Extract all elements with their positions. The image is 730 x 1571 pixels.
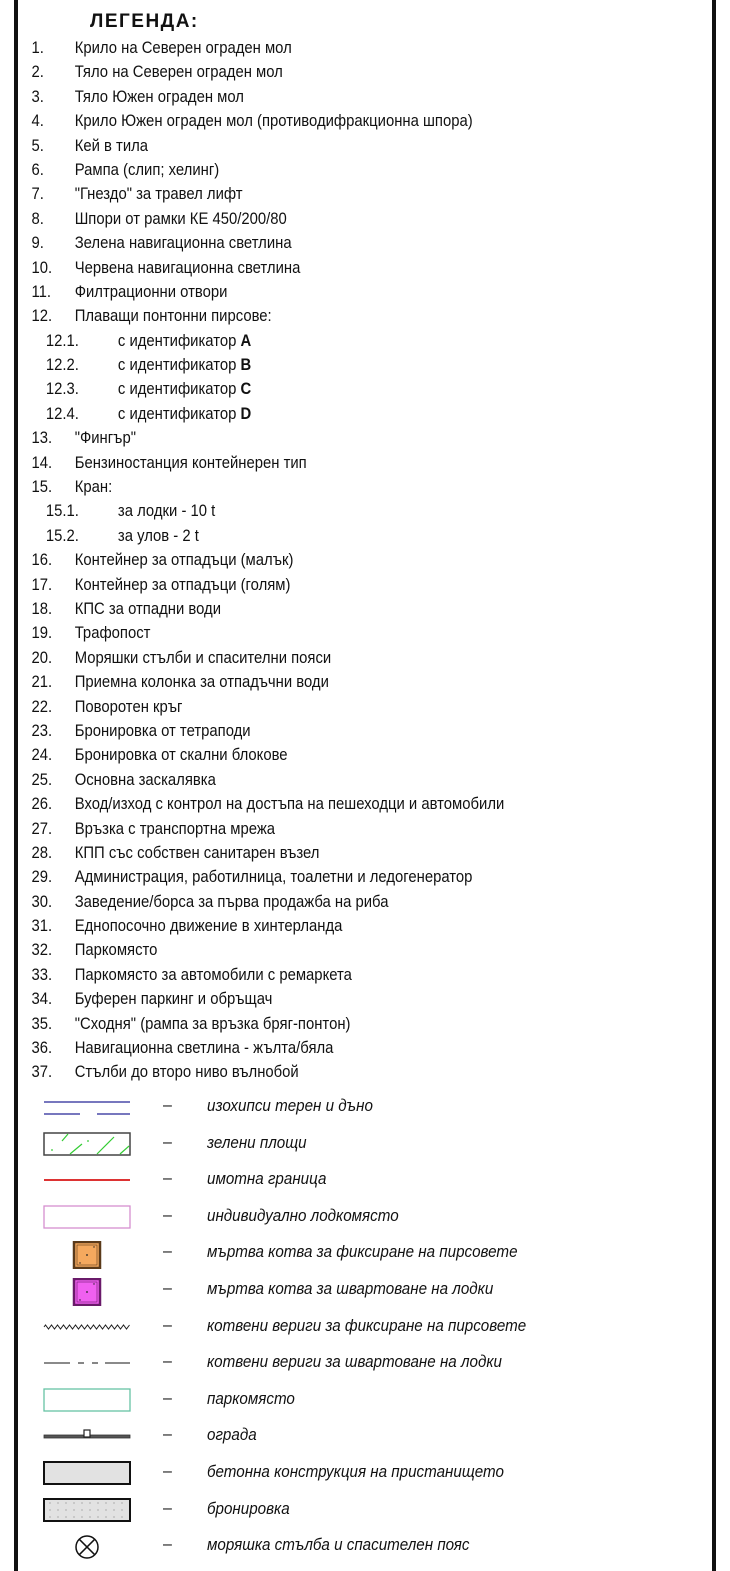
legend-item-text xyxy=(75,207,287,231)
legend-item-text xyxy=(75,768,216,792)
legend-item-number: 37. xyxy=(31,1063,53,1082)
legend-item-text xyxy=(75,573,291,597)
legend-item-text xyxy=(75,743,288,767)
legend-item xyxy=(0,865,630,889)
symbol-row xyxy=(0,1309,700,1346)
dash-separator: – xyxy=(163,1316,172,1334)
legend-item-text xyxy=(75,670,329,694)
symbol-row xyxy=(0,1528,700,1565)
legend-item xyxy=(0,231,630,255)
symbol-row xyxy=(0,1126,700,1163)
legend-item-number: 34. xyxy=(31,990,53,1009)
legend-item xyxy=(0,134,630,158)
legend-item-text xyxy=(75,597,221,621)
legend-item-number: 9. xyxy=(31,234,44,253)
symbol-row xyxy=(0,1235,700,1272)
legend-item-text xyxy=(75,231,292,255)
legend-item-number: 19. xyxy=(31,624,53,643)
legend-item-text xyxy=(75,426,136,450)
symbol-row xyxy=(0,1492,700,1529)
identifier-letter: C xyxy=(240,380,252,399)
legend-item xyxy=(0,207,630,231)
legend-item xyxy=(0,646,630,670)
legend-item-label: Връзка с транспортна мрежа xyxy=(74,819,276,838)
contour-lines-icon xyxy=(42,1095,132,1119)
legend-item xyxy=(0,1036,630,1060)
legend-item-number: 29. xyxy=(31,868,53,887)
symbol-description: мъртва котва за фиксиране на пирсовете xyxy=(207,1243,518,1262)
legend-item-text xyxy=(75,304,272,328)
legend-item-label: Еднопосочно движение в хинтерланда xyxy=(74,917,343,936)
legend-item-number: 27. xyxy=(31,819,53,838)
legend-item xyxy=(0,817,630,841)
symbol-description: котвени вериги за швартоване на лодки xyxy=(207,1353,502,1372)
symbol-description: котвени вериги за фиксиране на пирсовете xyxy=(207,1316,527,1335)
legend-item-label: Администрация, работилница, тоалетни и ледогенератор xyxy=(74,868,473,887)
legend-item-label: с идентификатор xyxy=(117,380,241,399)
legend-item xyxy=(0,256,630,280)
ladder-lifebuoy-icon xyxy=(42,1534,132,1558)
dash-separator: – xyxy=(163,1206,172,1224)
legend-item-label: Тяло Южен ограден мол xyxy=(74,87,244,106)
legend-item xyxy=(0,841,630,865)
legend-item-text xyxy=(75,841,320,865)
legend-item-number: 26. xyxy=(31,795,53,814)
legend-subitem xyxy=(0,329,630,353)
legend-item-label: Моряшки стълби и спасителни пояси xyxy=(74,648,332,667)
legend-item-number: 21. xyxy=(31,673,53,692)
legend-item-label: Паркомясто xyxy=(74,941,158,960)
legend-item-number: 22. xyxy=(31,697,53,716)
dash-separator: – xyxy=(163,1353,172,1371)
legend-item-text xyxy=(75,865,473,889)
legend-item-text xyxy=(75,963,352,987)
legend-item-number: 12. xyxy=(31,307,53,326)
legend-item-number: 8. xyxy=(31,209,44,228)
symbol-row xyxy=(0,1199,700,1236)
legend-item-label: Тяло на Северен ограден мол xyxy=(74,63,283,82)
legend-item-text xyxy=(75,85,244,109)
legend-item-label: Вход/изход с контрол на достъпа на пешеходци и автомобили xyxy=(74,795,505,814)
legend-item-label: Заведение/борса за първа продажба на риба xyxy=(74,892,389,911)
legend-title: ЛЕГЕНДА: xyxy=(90,11,199,32)
legend-item-text xyxy=(75,890,389,914)
legend-item-number: 11. xyxy=(31,282,52,301)
legend-item xyxy=(0,475,630,499)
legend-item xyxy=(0,451,630,475)
legend-item xyxy=(0,621,630,645)
legend-item-number: 15.1. xyxy=(45,502,79,521)
legend-item-label: Поворотен кръг xyxy=(74,697,183,716)
legend-item-text xyxy=(75,475,113,499)
legend-item xyxy=(0,36,630,60)
dash-separator: – xyxy=(163,1426,172,1444)
legend-item-number: 12.2. xyxy=(45,356,79,375)
legend-item-text xyxy=(75,182,243,206)
dash-separator: – xyxy=(163,1243,172,1261)
legend-item xyxy=(0,573,630,597)
legend-item-number: 25. xyxy=(31,770,53,789)
legend-item-text xyxy=(75,914,343,938)
legend-item-label: с идентификатор xyxy=(117,356,241,375)
symbol-description: бронировка xyxy=(207,1499,290,1518)
legend-subitem xyxy=(0,377,630,401)
legend-item-label: за улов - 2 t xyxy=(117,526,199,545)
dead-anchor-pier-icon xyxy=(42,1241,132,1265)
legend-item xyxy=(0,280,630,304)
legend-item-number: 12.1. xyxy=(45,331,79,350)
legend-item xyxy=(0,987,630,1011)
legend-item-number: 10. xyxy=(31,258,53,277)
symbol-row xyxy=(0,1089,700,1126)
legend-item-text xyxy=(118,329,251,353)
symbol-legend xyxy=(0,1089,700,1565)
legend-item-label: Бронировка от скални блокове xyxy=(74,746,288,765)
symbol-row xyxy=(0,1162,700,1199)
legend-item xyxy=(0,719,630,743)
anchor-chain-boat-icon xyxy=(42,1351,132,1375)
dash-separator: – xyxy=(163,1462,172,1480)
dash-separator: – xyxy=(163,1389,172,1407)
legend-item xyxy=(0,109,630,133)
legend-item-number: 3. xyxy=(31,87,44,106)
legend-item-label: "Сходня" (рампа за връзка бряг-понтон) xyxy=(74,1014,351,1033)
symbol-description: паркомясто xyxy=(207,1389,295,1408)
legend-item-number: 12.4. xyxy=(45,404,79,423)
legend-item-label: Рампа (слип; хелинг) xyxy=(74,160,220,179)
identifier-letter: A xyxy=(240,331,252,350)
legend-item xyxy=(0,743,630,767)
legend-item-number: 35. xyxy=(31,1014,53,1033)
legend-item-text xyxy=(75,109,473,133)
legend-item-label: Филтрационни отвори xyxy=(74,282,228,301)
legend-item-text xyxy=(75,60,283,84)
dead-anchor-boat-icon xyxy=(42,1278,132,1302)
legend-item xyxy=(0,158,630,182)
legend-item-label: Бензиностанция контейнерен тип xyxy=(74,453,307,472)
legend-item-label: КПП със собствен санитарен възел xyxy=(74,843,320,862)
legend-subitem xyxy=(0,353,630,377)
symbol-description: имотна граница xyxy=(207,1170,327,1189)
symbol-description: зелени площи xyxy=(207,1133,307,1152)
legend-item-label: Основна заскалявка xyxy=(74,770,216,789)
dash-separator: – xyxy=(163,1536,172,1554)
legend-item-text xyxy=(75,280,228,304)
legend-item-number: 2. xyxy=(31,63,44,82)
legend-item-label: Приемна колонка за отпадъчни води xyxy=(74,673,329,692)
legend-item-label: Плаващи понтонни пирсове: xyxy=(74,307,272,326)
legend-list xyxy=(0,36,700,1085)
boat-berth-icon xyxy=(42,1205,132,1229)
legend-item-label: Крило Южен ограден мол (противодифракционна шпора) xyxy=(74,112,473,131)
legend-item-label: Стълби до второ ниво вълнобой xyxy=(74,1063,299,1082)
legend-item-number: 14. xyxy=(31,453,53,472)
legend-item-number: 15.2. xyxy=(45,526,79,545)
legend-item-number: 7. xyxy=(31,185,44,204)
legend-item-text xyxy=(118,499,215,523)
legend-item-text xyxy=(75,646,331,670)
legend-item-text xyxy=(75,792,505,816)
legend-item-text xyxy=(118,353,251,377)
legend-item-text xyxy=(118,402,251,426)
legend-item-text xyxy=(75,1012,351,1036)
legend-item xyxy=(0,597,630,621)
legend-item-number: 6. xyxy=(31,160,44,179)
legend-item-number: 17. xyxy=(31,575,53,594)
dash-separator: – xyxy=(163,1133,172,1151)
legend-item-label: за лодки - 10 t xyxy=(117,502,216,521)
legend-item-number: 28. xyxy=(31,843,53,862)
symbol-description: мъртва котва за швартоване на лодки xyxy=(207,1279,494,1298)
legend-item-text xyxy=(118,377,251,401)
symbol-description: моряшка стълба и спасителен пояс xyxy=(207,1536,470,1555)
legend-item-number: 5. xyxy=(31,136,44,155)
legend-item-label: Крило на Северен ограден мол xyxy=(74,39,292,57)
legend-item-label: с идентификатор xyxy=(117,331,241,350)
legend-item-label: Червена навигационна светлина xyxy=(74,258,301,277)
legend-item-number: 24. xyxy=(31,746,53,765)
legend-item xyxy=(0,914,630,938)
legend-item-number: 32. xyxy=(31,941,53,960)
symbol-description: бетонна конструкция на пристанището xyxy=(207,1462,504,1481)
legend-item-label: Трафопост xyxy=(74,624,151,643)
symbol-row xyxy=(0,1382,700,1419)
legend-item-label: с идентификатор xyxy=(117,404,241,423)
legend-item-label: "Фингър" xyxy=(74,429,136,448)
legend-item-text xyxy=(75,621,151,645)
legend-item xyxy=(0,670,630,694)
anchor-chain-pier-icon xyxy=(42,1315,132,1339)
legend-item-text xyxy=(75,451,307,475)
legend-item-label: "Гнездо" за травел лифт xyxy=(74,185,243,204)
legend-item-number: 13. xyxy=(31,429,53,448)
legend-item xyxy=(0,963,630,987)
green-area-icon xyxy=(42,1132,132,1156)
legend-item-number: 15. xyxy=(31,478,53,497)
symbol-row xyxy=(0,1345,700,1382)
legend-item-label: Паркомясто за автомобили с ремаркета xyxy=(74,965,352,984)
legend-item xyxy=(0,60,630,84)
symbol-description: изохипси терен и дъно xyxy=(207,1097,373,1115)
legend-item-text xyxy=(75,695,183,719)
legend-subitem xyxy=(0,524,630,548)
symbol-row xyxy=(0,1455,700,1492)
legend-item-number: 31. xyxy=(31,917,53,936)
legend-item-number: 33. xyxy=(31,965,53,984)
legend-item-number: 20. xyxy=(31,648,53,667)
legend-item-text xyxy=(75,987,273,1011)
legend-item-number: 1. xyxy=(31,39,44,57)
legend-item-text xyxy=(75,817,275,841)
legend-item-text xyxy=(75,1060,299,1084)
identifier-letter: B xyxy=(240,356,252,375)
legend-item-number: 4. xyxy=(31,112,44,131)
legend-item xyxy=(0,85,630,109)
legend-item-number: 36. xyxy=(31,1039,53,1058)
parking-space-icon xyxy=(42,1388,132,1412)
legend-item-text xyxy=(75,548,294,572)
identifier-letter: D xyxy=(240,404,252,423)
legend-item xyxy=(0,695,630,719)
dash-separator: – xyxy=(163,1170,172,1188)
legend-item-label: Навигационна светлина - жълта/бяла xyxy=(74,1039,334,1058)
dash-separator: – xyxy=(163,1499,172,1517)
symbol-row xyxy=(0,1272,700,1309)
concrete-structure-icon xyxy=(42,1461,132,1485)
legend-item-text xyxy=(75,158,219,182)
legend-item-number: 12.3. xyxy=(45,380,79,399)
legend-item xyxy=(0,890,630,914)
legend-item xyxy=(0,768,630,792)
legend-item-text xyxy=(75,938,158,962)
legend-item xyxy=(0,304,630,328)
dash-separator: – xyxy=(163,1097,172,1114)
legend-item xyxy=(0,792,630,816)
legend-item-label: КПС за отпадни води xyxy=(74,599,222,618)
legend-item xyxy=(0,426,630,450)
legend-item xyxy=(0,182,630,206)
legend-item-label: Кей в тила xyxy=(74,136,149,155)
legend-item-text xyxy=(75,36,292,60)
legend-item xyxy=(0,938,630,962)
legend-item xyxy=(0,1012,630,1036)
symbol-description: ограда xyxy=(207,1426,257,1445)
legend-item-label: Буферен паркинг и обръщач xyxy=(74,990,273,1009)
legend-item-text xyxy=(75,256,301,280)
dash-separator: – xyxy=(163,1279,172,1297)
legend-item-number: 23. xyxy=(31,721,53,740)
legend-item-label: Бронировка от тетраподи xyxy=(74,721,251,740)
legend-item-label: Кран: xyxy=(74,478,113,497)
property-boundary-icon xyxy=(42,1168,132,1192)
legend-subitem xyxy=(0,402,630,426)
legend-item-text xyxy=(75,1036,334,1060)
legend-item-label: Контейнер за отпадъци (малък) xyxy=(74,551,294,570)
legend-item-text xyxy=(118,524,199,548)
legend-item xyxy=(0,1060,630,1084)
armour-icon xyxy=(42,1498,132,1522)
legend-item-number: 30. xyxy=(31,892,53,911)
legend-item-label: Зелена навигационна светлина xyxy=(74,234,292,253)
legend-item-number: 16. xyxy=(31,551,53,570)
legend-item-label: Шпори от рамки КЕ 450/200/80 xyxy=(74,209,287,228)
legend-item-number: 18. xyxy=(31,599,53,618)
legend-item-text xyxy=(75,719,251,743)
legend-item-text xyxy=(75,134,148,158)
legend-item xyxy=(0,548,630,572)
legend-subitem xyxy=(0,499,630,523)
fence-icon xyxy=(42,1424,132,1448)
symbol-row xyxy=(0,1418,700,1455)
symbol-description: индивидуално лодкомясто xyxy=(207,1206,399,1225)
legend-item-label: Контейнер за отпадъци (голям) xyxy=(74,575,291,594)
